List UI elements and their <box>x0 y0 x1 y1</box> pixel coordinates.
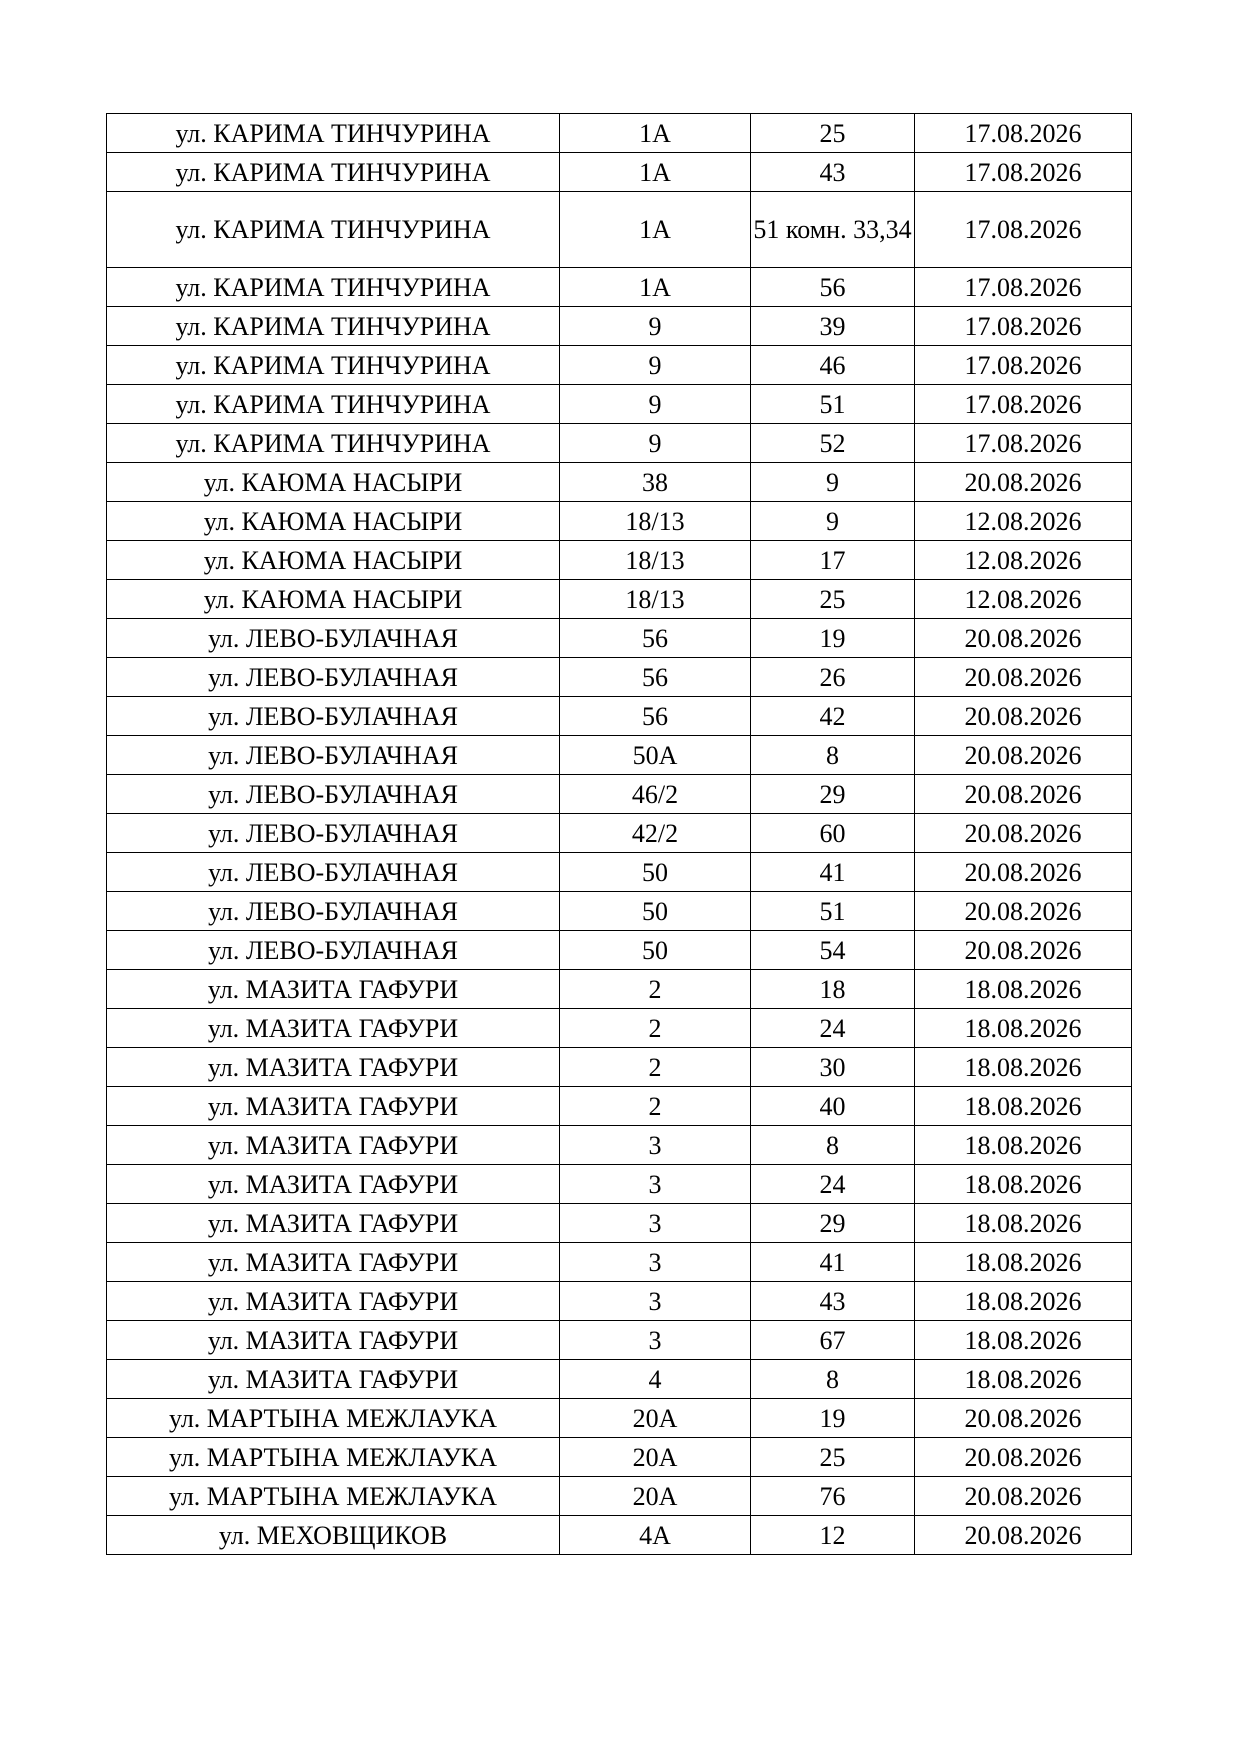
table-row <box>107 385 1132 424</box>
apartment-cell: 26 <box>751 658 915 697</box>
address-table <box>106 113 1132 1555</box>
street-cell: ул. ЛЕВО-БУЛАЧНАЯ <box>107 892 560 931</box>
table-row <box>107 1438 1132 1477</box>
apartment-cell: 24 <box>751 1009 915 1048</box>
house-number-cell: 1А <box>560 268 751 307</box>
date-cell: 18.08.2026 <box>915 1087 1132 1126</box>
apartment-cell: 41 <box>751 1243 915 1282</box>
table-row <box>107 153 1132 192</box>
house-number-cell: 50 <box>560 853 751 892</box>
apartment-cell: 25 <box>751 114 915 153</box>
house-number-cell: 9 <box>560 307 751 346</box>
table-row <box>107 1009 1132 1048</box>
street-cell: ул. КАРИМА ТИНЧУРИНА <box>107 268 560 307</box>
street-cell: ул. МАЗИТА ГАФУРИ <box>107 1282 560 1321</box>
house-number-cell: 56 <box>560 697 751 736</box>
street-cell: ул. КАЮМА НАСЫРИ <box>107 580 560 619</box>
street-cell: ул. МАЗИТА ГАФУРИ <box>107 1204 560 1243</box>
apartment-cell: 25 <box>751 1438 915 1477</box>
house-number-cell: 18/13 <box>560 541 751 580</box>
table-row <box>107 697 1132 736</box>
house-number-cell: 2 <box>560 1009 751 1048</box>
date-cell: 18.08.2026 <box>915 1048 1132 1087</box>
apartment-cell: 51 <box>751 385 915 424</box>
table-row <box>107 1399 1132 1438</box>
table-row <box>107 619 1132 658</box>
table-row <box>107 1126 1132 1165</box>
address-table-body <box>107 114 1132 1555</box>
table-row <box>107 192 1132 268</box>
table-row <box>107 931 1132 970</box>
table-row <box>107 1204 1132 1243</box>
date-cell: 18.08.2026 <box>915 1243 1132 1282</box>
table-row <box>107 268 1132 307</box>
apartment-cell: 54 <box>751 931 915 970</box>
street-cell: ул. МАЗИТА ГАФУРИ <box>107 1087 560 1126</box>
street-cell: ул. МАЗИТА ГАФУРИ <box>107 970 560 1009</box>
apartment-cell: 39 <box>751 307 915 346</box>
street-cell: ул. КАЮМА НАСЫРИ <box>107 502 560 541</box>
apartment-cell: 8 <box>751 1360 915 1399</box>
date-cell: 20.08.2026 <box>915 697 1132 736</box>
house-number-cell: 38 <box>560 463 751 502</box>
table-row <box>107 463 1132 502</box>
table-row <box>107 1048 1132 1087</box>
house-number-cell: 3 <box>560 1126 751 1165</box>
street-cell: ул. ЛЕВО-БУЛАЧНАЯ <box>107 697 560 736</box>
table-row <box>107 502 1132 541</box>
apartment-cell: 19 <box>751 1399 915 1438</box>
table-row <box>107 1282 1132 1321</box>
street-cell: ул. МАЗИТА ГАФУРИ <box>107 1165 560 1204</box>
table-row <box>107 658 1132 697</box>
date-cell: 18.08.2026 <box>915 1282 1132 1321</box>
street-cell: ул. ЛЕВО-БУЛАЧНАЯ <box>107 775 560 814</box>
date-cell: 17.08.2026 <box>915 307 1132 346</box>
street-cell: ул. ЛЕВО-БУЛАЧНАЯ <box>107 619 560 658</box>
table-row <box>107 1516 1132 1555</box>
street-cell: ул. МАРТЫНА МЕЖЛАУКА <box>107 1477 560 1516</box>
table-row <box>107 580 1132 619</box>
house-number-cell: 50 <box>560 931 751 970</box>
date-cell: 17.08.2026 <box>915 153 1132 192</box>
table-row <box>107 541 1132 580</box>
date-cell: 18.08.2026 <box>915 1360 1132 1399</box>
date-cell: 18.08.2026 <box>915 970 1132 1009</box>
apartment-cell: 43 <box>751 1282 915 1321</box>
date-cell: 18.08.2026 <box>915 1126 1132 1165</box>
house-number-cell: 1А <box>560 192 751 268</box>
apartment-cell: 17 <box>751 541 915 580</box>
apartment-cell: 8 <box>751 1126 915 1165</box>
street-cell: ул. МАРТЫНА МЕЖЛАУКА <box>107 1438 560 1477</box>
apartment-cell: 56 <box>751 268 915 307</box>
house-number-cell: 2 <box>560 1087 751 1126</box>
apartment-cell: 60 <box>751 814 915 853</box>
date-cell: 17.08.2026 <box>915 114 1132 153</box>
date-cell: 20.08.2026 <box>915 463 1132 502</box>
house-number-cell: 50А <box>560 736 751 775</box>
table-row <box>107 892 1132 931</box>
date-cell: 12.08.2026 <box>915 580 1132 619</box>
date-cell: 12.08.2026 <box>915 541 1132 580</box>
table-row <box>107 970 1132 1009</box>
apartment-cell: 76 <box>751 1477 915 1516</box>
table-row <box>107 1087 1132 1126</box>
street-cell: ул. ЛЕВО-БУЛАЧНАЯ <box>107 853 560 892</box>
apartment-cell: 24 <box>751 1165 915 1204</box>
table-row <box>107 853 1132 892</box>
apartment-cell: 19 <box>751 619 915 658</box>
date-cell: 20.08.2026 <box>915 736 1132 775</box>
apartment-cell: 18 <box>751 970 915 1009</box>
table-row <box>107 1243 1132 1282</box>
date-cell: 20.08.2026 <box>915 814 1132 853</box>
house-number-cell: 9 <box>560 346 751 385</box>
date-cell: 18.08.2026 <box>915 1204 1132 1243</box>
apartment-cell: 29 <box>751 1204 915 1243</box>
apartment-cell: 41 <box>751 853 915 892</box>
street-cell: ул. КАРИМА ТИНЧУРИНА <box>107 385 560 424</box>
apartment-cell: 67 <box>751 1321 915 1360</box>
house-number-cell: 2 <box>560 1048 751 1087</box>
house-number-cell: 9 <box>560 424 751 463</box>
table-row <box>107 775 1132 814</box>
table-row <box>107 424 1132 463</box>
house-number-cell: 20А <box>560 1438 751 1477</box>
apartment-cell: 40 <box>751 1087 915 1126</box>
apartment-cell: 29 <box>751 775 915 814</box>
apartment-cell: 25 <box>751 580 915 619</box>
date-cell: 18.08.2026 <box>915 1165 1132 1204</box>
date-cell: 18.08.2026 <box>915 1321 1132 1360</box>
street-cell: ул. МАЗИТА ГАФУРИ <box>107 1126 560 1165</box>
house-number-cell: 42/2 <box>560 814 751 853</box>
house-number-cell: 1А <box>560 114 751 153</box>
house-number-cell: 3 <box>560 1243 751 1282</box>
house-number-cell: 56 <box>560 658 751 697</box>
table-row <box>107 1477 1132 1516</box>
date-cell: 17.08.2026 <box>915 192 1132 268</box>
apartment-cell: 51 комн. 33,34 <box>751 192 915 268</box>
apartment-cell: 52 <box>751 424 915 463</box>
street-cell: ул. КАЮМА НАСЫРИ <box>107 463 560 502</box>
house-number-cell: 3 <box>560 1321 751 1360</box>
table-row <box>107 1165 1132 1204</box>
date-cell: 20.08.2026 <box>915 892 1132 931</box>
date-cell: 18.08.2026 <box>915 1009 1132 1048</box>
street-cell: ул. КАРИМА ТИНЧУРИНА <box>107 424 560 463</box>
date-cell: 20.08.2026 <box>915 931 1132 970</box>
house-number-cell: 3 <box>560 1282 751 1321</box>
street-cell: ул. МАЗИТА ГАФУРИ <box>107 1048 560 1087</box>
street-cell: ул. ЛЕВО-БУЛАЧНАЯ <box>107 658 560 697</box>
street-cell: ул. МАЗИТА ГАФУРИ <box>107 1321 560 1360</box>
house-number-cell: 20А <box>560 1399 751 1438</box>
apartment-cell: 51 <box>751 892 915 931</box>
date-cell: 17.08.2026 <box>915 424 1132 463</box>
apartment-cell: 46 <box>751 346 915 385</box>
date-cell: 17.08.2026 <box>915 346 1132 385</box>
street-cell: ул. КАРИМА ТИНЧУРИНА <box>107 346 560 385</box>
table-row <box>107 114 1132 153</box>
house-number-cell: 3 <box>560 1204 751 1243</box>
table-row <box>107 346 1132 385</box>
apartment-cell: 30 <box>751 1048 915 1087</box>
house-number-cell: 3 <box>560 1165 751 1204</box>
street-cell: ул. КАРИМА ТИНЧУРИНА <box>107 307 560 346</box>
apartment-cell: 12 <box>751 1516 915 1555</box>
table-row <box>107 736 1132 775</box>
apartment-cell: 8 <box>751 736 915 775</box>
house-number-cell: 18/13 <box>560 580 751 619</box>
house-number-cell: 20А <box>560 1477 751 1516</box>
street-cell: ул. МАРТЫНА МЕЖЛАУКА <box>107 1399 560 1438</box>
date-cell: 20.08.2026 <box>915 775 1132 814</box>
street-cell: ул. МАЗИТА ГАФУРИ <box>107 1360 560 1399</box>
house-number-cell: 46/2 <box>560 775 751 814</box>
street-cell: ул. МАЗИТА ГАФУРИ <box>107 1009 560 1048</box>
house-number-cell: 50 <box>560 892 751 931</box>
date-cell: 20.08.2026 <box>915 619 1132 658</box>
house-number-cell: 56 <box>560 619 751 658</box>
date-cell: 20.08.2026 <box>915 658 1132 697</box>
date-cell: 17.08.2026 <box>915 268 1132 307</box>
apartment-cell: 9 <box>751 463 915 502</box>
street-cell: ул. КАЮМА НАСЫРИ <box>107 541 560 580</box>
date-cell: 20.08.2026 <box>915 853 1132 892</box>
date-cell: 17.08.2026 <box>915 385 1132 424</box>
table-row <box>107 1321 1132 1360</box>
house-number-cell: 4 <box>560 1360 751 1399</box>
apartment-cell: 43 <box>751 153 915 192</box>
street-cell: ул. ЛЕВО-БУЛАЧНАЯ <box>107 814 560 853</box>
street-cell: ул. МЕХОВЩИКОВ <box>107 1516 560 1555</box>
house-number-cell: 4А <box>560 1516 751 1555</box>
house-number-cell: 2 <box>560 970 751 1009</box>
date-cell: 12.08.2026 <box>915 502 1132 541</box>
street-cell: ул. ЛЕВО-БУЛАЧНАЯ <box>107 736 560 775</box>
street-cell: ул. МАЗИТА ГАФУРИ <box>107 1243 560 1282</box>
street-cell: ул. КАРИМА ТИНЧУРИНА <box>107 114 560 153</box>
house-number-cell: 18/13 <box>560 502 751 541</box>
street-cell: ул. ЛЕВО-БУЛАЧНАЯ <box>107 931 560 970</box>
table-row <box>107 1360 1132 1399</box>
date-cell: 20.08.2026 <box>915 1438 1132 1477</box>
date-cell: 20.08.2026 <box>915 1516 1132 1555</box>
house-number-cell: 1А <box>560 153 751 192</box>
house-number-cell: 9 <box>560 385 751 424</box>
date-cell: 20.08.2026 <box>915 1477 1132 1516</box>
date-cell: 20.08.2026 <box>915 1399 1132 1438</box>
table-row <box>107 814 1132 853</box>
street-cell: ул. КАРИМА ТИНЧУРИНА <box>107 192 560 268</box>
apartment-cell: 42 <box>751 697 915 736</box>
table-row <box>107 307 1132 346</box>
apartment-cell: 9 <box>751 502 915 541</box>
street-cell: ул. КАРИМА ТИНЧУРИНА <box>107 153 560 192</box>
